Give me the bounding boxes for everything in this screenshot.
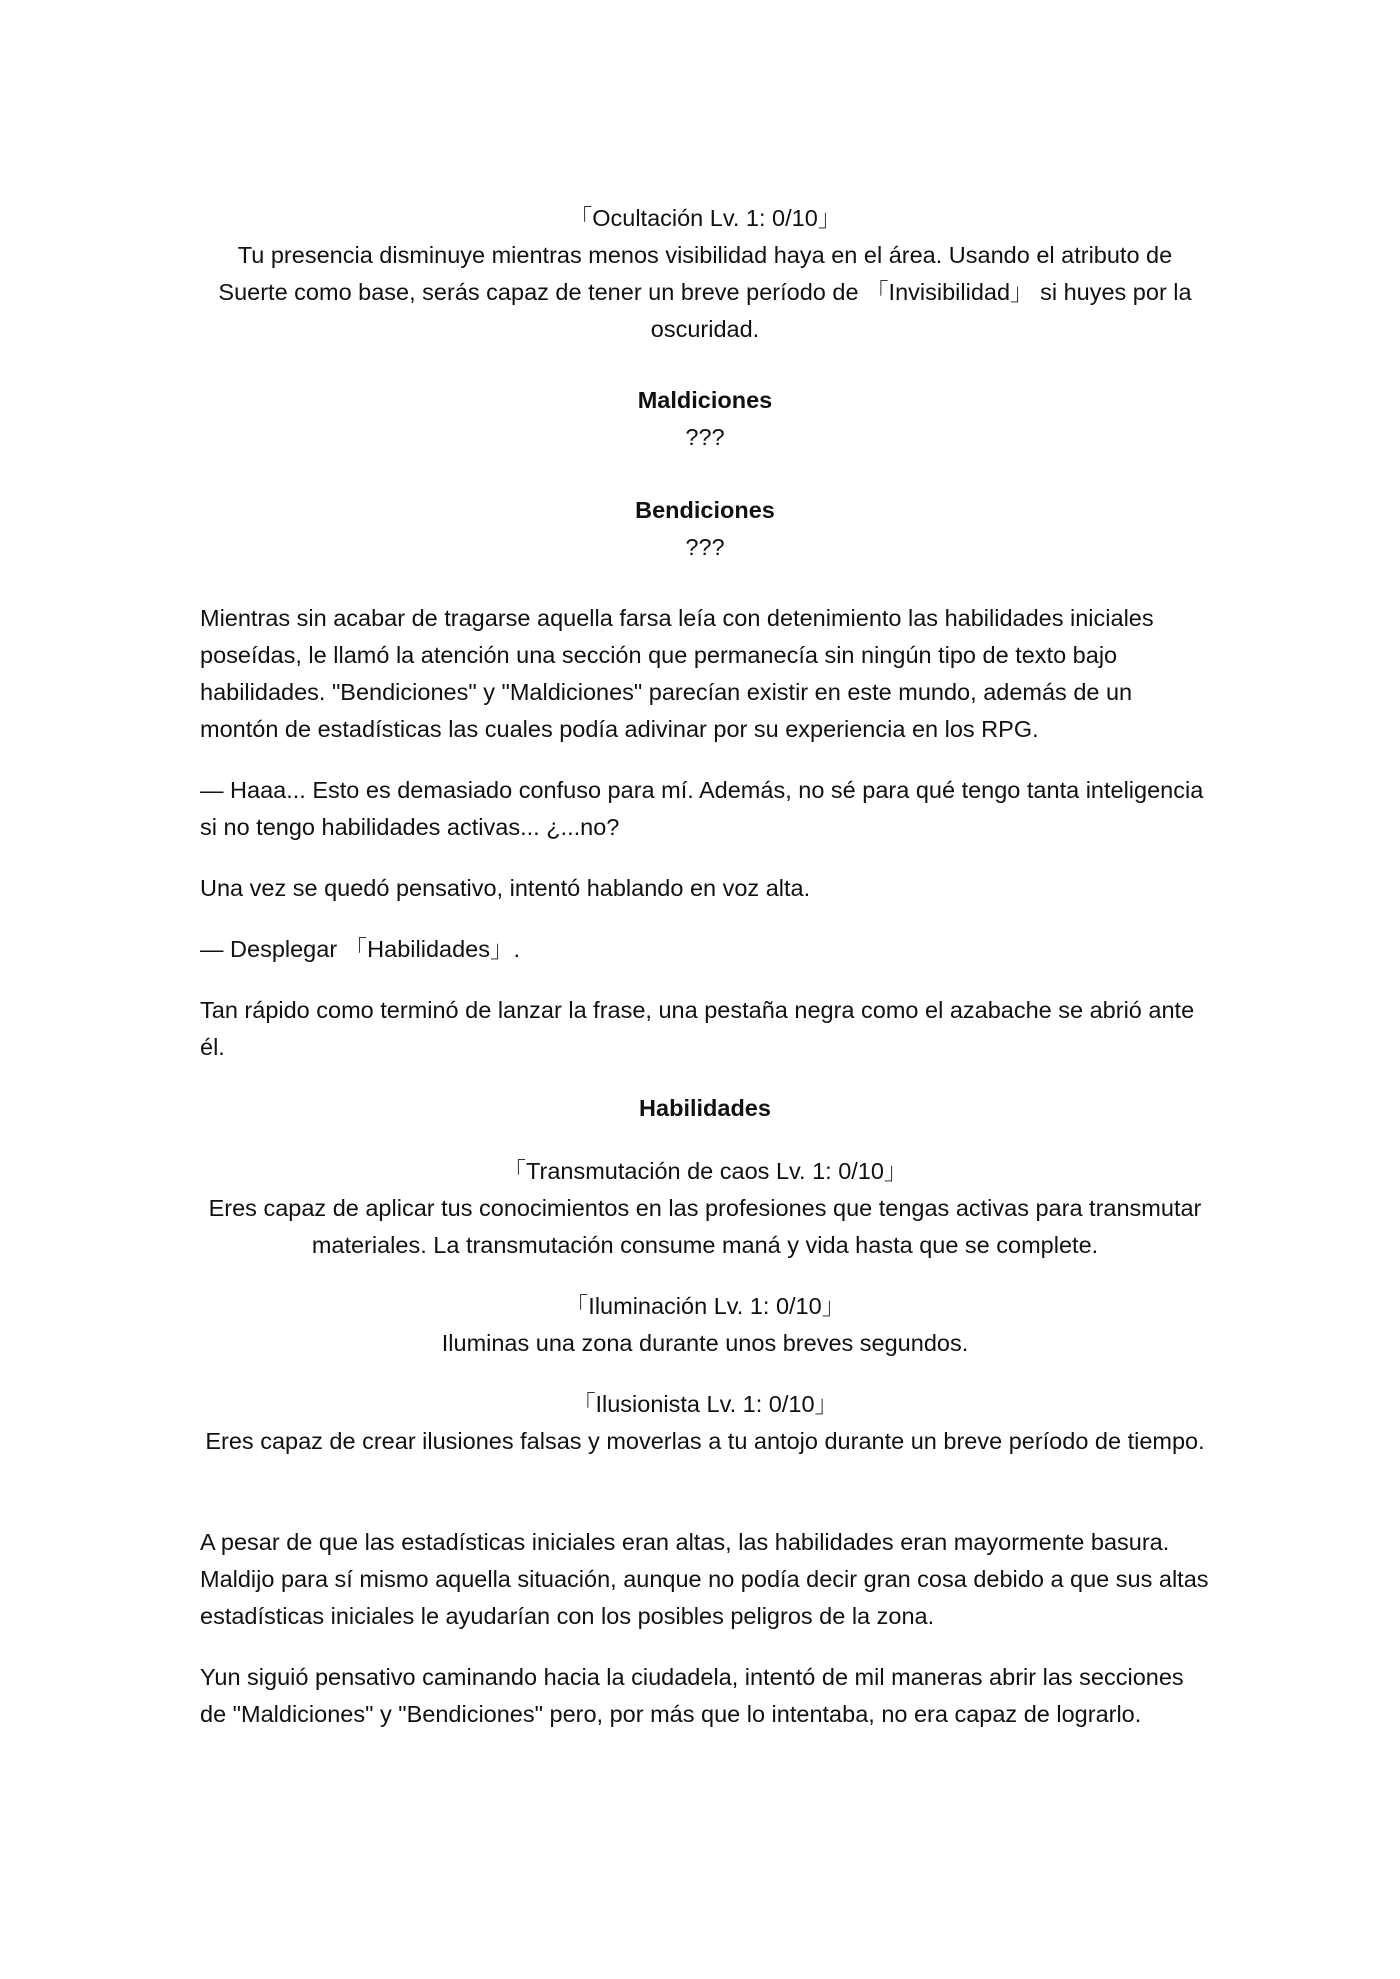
skill-description: Iluminas una zona durante unos breves segundos. bbox=[441, 1330, 969, 1356]
skills-heading: Habilidades bbox=[639, 1095, 771, 1121]
skill-description: Tu presencia disminuye mientras menos visibilidad haya en el área. Usando el atributo de Suerte como base, serás capaz de tener un breve período de 「Invisibilidad」 si huyes por la oscuridad. bbox=[218, 242, 1192, 342]
paragraph: A pesar de que las estadísticas iniciales eran altas, las habilidades eran mayormente basura. Maldijo para sí mismo aquella situación, aunque no podía decir gran cosa debido a que sus altas estadísticas iniciales le ayudarían con los posibles peligros de la zona. bbox=[200, 1529, 1209, 1629]
skill-block bbox=[200, 1386, 1210, 1460]
blessings-value: ??? bbox=[685, 534, 725, 560]
skill-name: 「Transmutación de caos Lv. 1: 0/10」 bbox=[502, 1158, 908, 1184]
paragraph: Tan rápido como terminó de lanzar la frase, una pestaña negra como el azabache se abrió ante él. bbox=[200, 997, 1195, 1060]
skill-description: Eres capaz de crear ilusiones falsas y moverlas a tu antojo durante un breve período de tiempo. bbox=[205, 1428, 1205, 1454]
skill-block bbox=[200, 1153, 1210, 1264]
skill-name: 「Ilusionista Lv. 1: 0/10」 bbox=[571, 1391, 839, 1417]
paragraph: Mientras sin acabar de tragarse aquella farsa leía con detenimiento las habilidades iniciales poseídas, le llamó la atención una sección que permanecía sin ningún tipo de texto bajo habilidades. "Bendiciones" y "Maldiciones" parecían existir en este mundo, además de un montón de estadísticas las cuales podía adivinar por su experiencia en los RPG. bbox=[200, 605, 1154, 742]
skill-name: 「Iluminación Lv. 1: 0/10」 bbox=[564, 1293, 846, 1319]
blessings-section bbox=[200, 492, 1210, 566]
dialogue-line: — Desplegar 「Habilidades」. bbox=[200, 936, 521, 962]
document-page bbox=[200, 200, 1210, 1757]
skill-name: 「Ocultación Lv. 1: 0/10」 bbox=[568, 205, 842, 231]
blessings-heading: Bendiciones bbox=[635, 497, 775, 523]
curses-section bbox=[200, 382, 1210, 456]
skills-section bbox=[200, 1090, 1210, 1460]
skill-block bbox=[200, 1288, 1210, 1362]
skill-description: Eres capaz de aplicar tus conocimientos en las profesiones que tengas activas para transmutar materiales. La transmutación consume maná y vida hasta que se complete. bbox=[208, 1195, 1202, 1258]
paragraph: Yun siguió pensativo caminando hacia la ciudadela, intentó de mil maneras abrir las secciones de "Maldiciones" y "Bendiciones" pero, por más que lo intentaba, no era capaz de lograrlo. bbox=[200, 1664, 1184, 1727]
skill-block-ocultacion bbox=[200, 200, 1210, 348]
dialogue-line: — Haaa... Esto es demasiado confuso para mí. Además, no sé para qué tengo tanta inteligencia si no tengo habilidades activas... ¿...no? bbox=[200, 777, 1204, 840]
paragraph: Una vez se quedó pensativo, intentó hablando en voz alta. bbox=[200, 875, 811, 901]
curses-value: ??? bbox=[685, 424, 725, 450]
curses-heading: Maldiciones bbox=[637, 387, 773, 413]
